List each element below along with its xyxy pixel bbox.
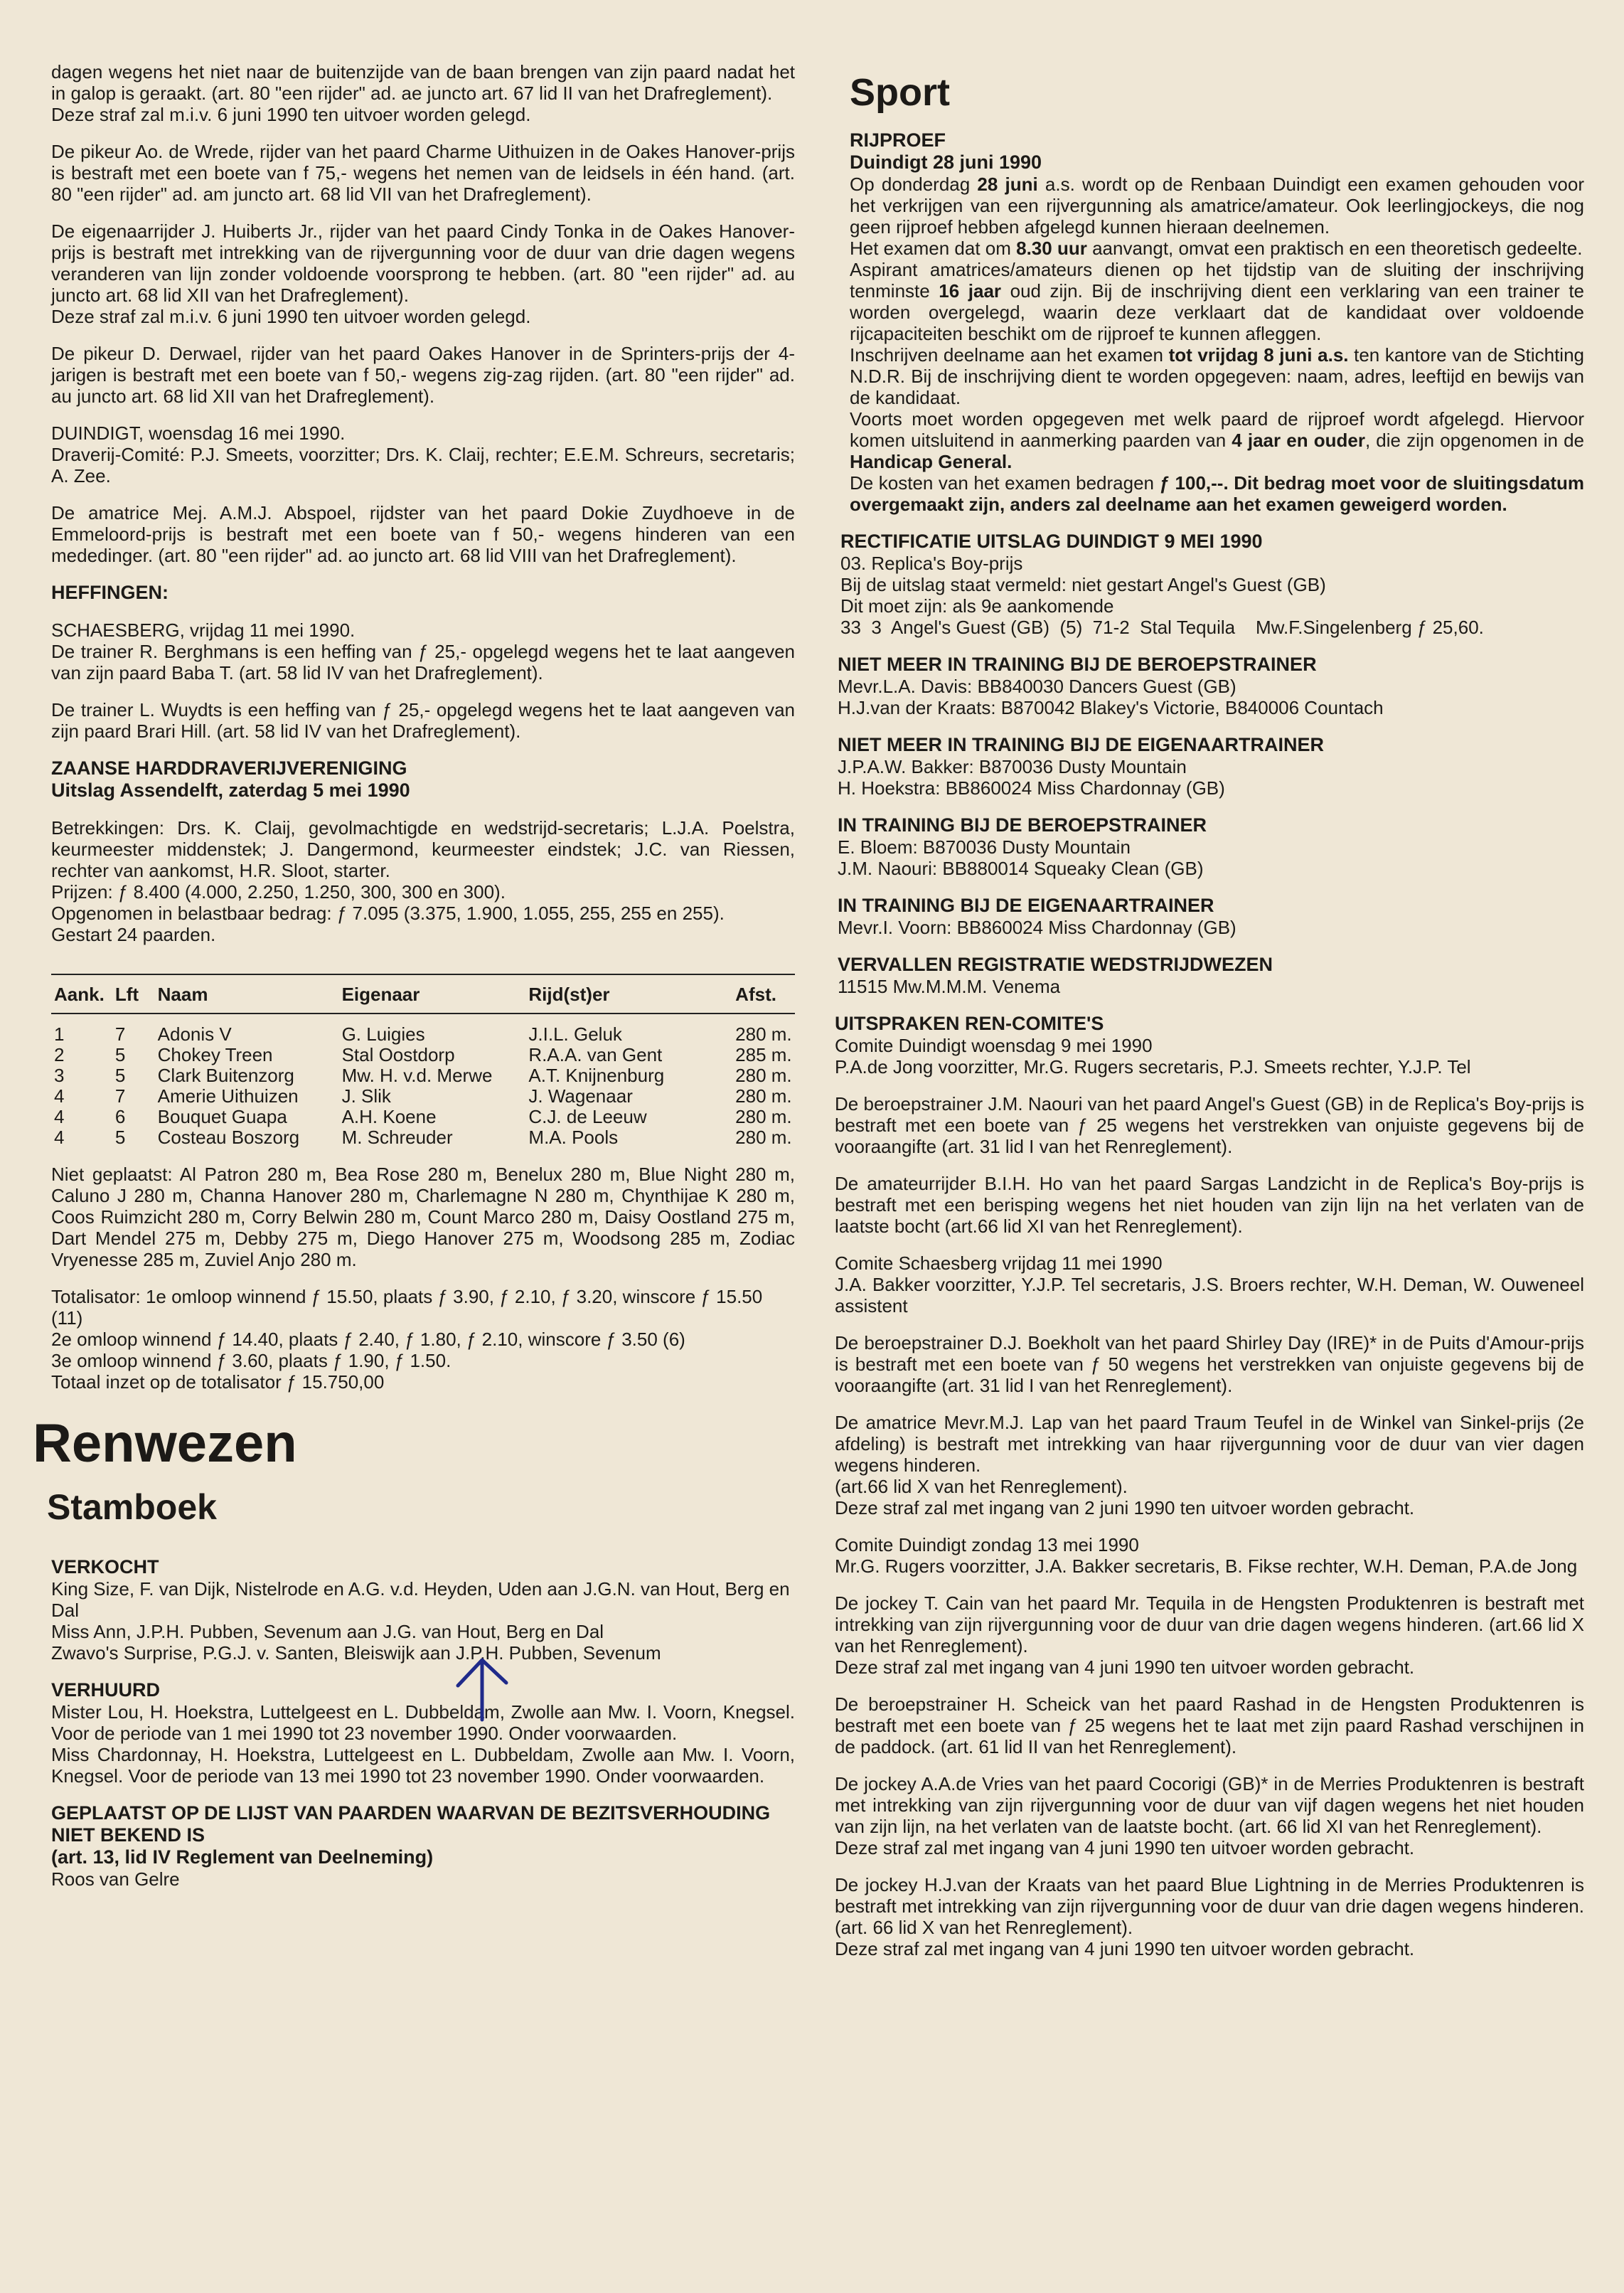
table-row — [51, 1127, 795, 1148]
table-cell: 280 m. — [735, 1106, 792, 1127]
text-run: ten kantore van de Stichting N.D.R. Bij de inschrijving dient te worden opgegeven: naam, adres, leeftijd en bewijs van de kandidaat. — [850, 344, 1585, 408]
section-heading: RECTIFICATIE UITSLAG DUINDIGT 9 MEI 1990 — [840, 531, 1263, 552]
body-paragraph: De jockey T. Cain van het paard Mr. Tequila in de Hengsten Produktenren is bestraft met intrekking van zijn rijvergunning voor de duur van drie dagen wegens hinderen. (art.66 lid X van het Renreglement). Deze straf zal met ingang van 4 juni 1990 ten uitvoer worden gebracht. — [835, 1592, 1584, 1678]
list-item: J.P.A.W. Bakker: B870036 Dusty Mountain — [838, 756, 1187, 777]
text-run: aanvangt, omvat een praktisch en een theoretisch gedeelte. — [1086, 238, 1583, 259]
body-paragraph: Prijzen: ƒ 8.400 (4.000, 2.250, 1.250, 300, 300 en 300). — [51, 881, 506, 903]
table-cell: 285 m. — [735, 1044, 792, 1065]
section-subheading: Duindigt 28 juni 1990 — [850, 151, 1042, 173]
text-run: Op donderdag — [850, 174, 978, 195]
table-cell: 280 m. — [735, 1065, 792, 1086]
body-paragraph: De eigenaarrijder J. Huiberts Jr., rijder van het paard Cindy Tonka in de Oakes Hanover-prijs is bestraft met intrekking van de rijvergunning voor de duur van drie dagen wegens veranderen van lijn zonder voldoende voorsprong te hebben. (art. 80 "een rijder" ad. au juncto art. 68 lid XII van het Drafreglement). — [51, 220, 795, 306]
section-heading: UITSPRAKEN REN-COMITE'S — [835, 1013, 1104, 1034]
text-run-bold: tot vrijdag 8 juni a.s. — [1168, 344, 1349, 366]
body-paragraph: Draverij-Comité: P.J. Smeets, voorzitter; Drs. K. Claij, rechter; E.E.M. Schreurs, secretaris; A. Zee. — [51, 444, 795, 486]
rijproef-block — [832, 129, 1584, 515]
text-run: , die zijn opgenomen in de — [1364, 430, 1584, 451]
section-heading: NIET MEER IN TRAINING BIJ DE EIGENAARTRAINER — [838, 734, 1325, 755]
body-paragraph: De amatrice Mej. A.M.J. Abspoel, rijdster van het paard Dokie Zuydhoeve in de Emmeloord-prijs is bestraft met een boete van f 50,- wegens hinderen van een mededinger. (art. 80 "een rijder" ad. ao juncto art. 68 lid VIII van het Drafreglement). — [51, 502, 795, 566]
handwritten-arrow-icon — [452, 1654, 512, 1723]
list-item: J.M. Naouri: BB880014 Squeaky Clean (GB) — [838, 858, 1204, 879]
text-run: Voorts moet worden opgegeven met welk paard de rijproef wordt afgelegd. Hiervoor komen uitsluitend in aanmerking paarden van — [850, 408, 1584, 451]
list-item: King Size, F. van Dijk, Nistelrode en A.G. v.d. Heyden, Uden aan J.G.N. van Hout, Berg en Dal — [51, 1578, 790, 1621]
table-cell: Mw. H. v.d. Merwe — [341, 1065, 493, 1086]
list-item: Mevr.I. Voorn: BB860024 Miss Chardonnay (GB) — [838, 917, 1236, 938]
table-cell: J. Wagenaar — [528, 1085, 633, 1107]
list-item: Mister Lou, H. Hoekstra, Luttelgeest en L. Dubbeldam, Zwolle aan Mw. I. Voorn, Knegsel. Voor de periode van 1 mei 1990 tot 23 november 1990. Onder voorwaarden. — [51, 1701, 795, 1744]
list-item: H.J.van der Kraats: B870042 Blakey's Victorie, B840006 Countach — [838, 697, 1384, 718]
body-paragraph: De beroepstrainer J.M. Naouri van het paard Angel's Guest (GB) in de Replica's Boy-prijs is bestraft met een boete van ƒ 25 wegens het verstrekken van onjuiste gegevens bij de vooraangifte (art. 31 lid I van het Renreglement). — [835, 1093, 1584, 1157]
table-cell: C.J. de Leeuw — [528, 1106, 647, 1127]
section-title-stamboek: Stamboek — [47, 1487, 217, 1527]
list-item: Mevr.L.A. Davis: BB840030 Dancers Guest (GB) — [838, 676, 1236, 697]
section-heading: VERVALLEN REGISTRATIE WEDSTRIJDWEZEN — [838, 954, 1273, 975]
table-cell: Bouquet Guapa — [157, 1106, 287, 1127]
text-run-bold: 8.30 uur — [1016, 238, 1087, 259]
table-cell: 5 — [114, 1065, 126, 1086]
body-paragraph — [850, 344, 1584, 408]
body-paragraph: 3e omloop winnend ƒ 3.60, plaats ƒ 1.90, ƒ 1.50. — [51, 1350, 452, 1371]
table-row — [51, 1045, 795, 1065]
left-column — [33, 61, 795, 1890]
body-paragraph: De trainer R. Berghmans is een heffing van ƒ 25,- opgelegd wegens het te laat aangeven van zijn paard Baba T. (art. 58 lid IV van het Drafreglement). — [51, 641, 795, 683]
body-paragraph: Totalisator: 1e omloop winnend ƒ 15.50, plaats ƒ 3.90, ƒ 2.10, ƒ 3.20, winscore ƒ 15.50 (11) — [51, 1286, 763, 1329]
table-cell: J.I.L. Geluk — [528, 1023, 622, 1045]
column-header: Rijd(st)er — [528, 974, 735, 1014]
body-paragraph: Totaal inzet op de totalisator ƒ 15.750,00 — [51, 1371, 385, 1393]
table-cell: G. Luigies — [341, 1023, 425, 1045]
table-cell: R.A.A. van Gent — [528, 1044, 663, 1065]
table-cell: Adonis V — [157, 1023, 232, 1045]
body-paragraph: 2e omloop winnend ƒ 14.40, plaats ƒ 2.40, ƒ 1.80, ƒ 2.10, winscore ƒ 3.50 (6) — [51, 1329, 685, 1350]
section-title-sport: Sport — [850, 71, 950, 114]
text-run: a.s. wordt op de Renbaan Duindigt een examen gehouden voor het verkrijgen van een rijvergunning als amatrice/amateur. Ook leerlingjockeys, die nog geen rijproef hebben afgelegd kunnen hieraan deelnemen. — [850, 174, 1584, 238]
section-heading: GEPLAATST OP DE LIJST VAN PAARDEN WAARVAN DE BEZITSVERHOUDING NIET BEKEND IS — [51, 1802, 771, 1846]
body-paragraph: Comite Duindigt zondag 13 mei 1990 Mr.G. Rugers voorzitter, J.A. Bakker secretaris, B. Fikse rechter, W.H. Deman, P.A.de Jong — [835, 1534, 1578, 1577]
text-run-bold: 4 jaar en ouder — [1232, 430, 1365, 451]
table-cell: M.A. Pools — [528, 1127, 619, 1148]
body-paragraph: Deze straf zal m.i.v. 6 juni 1990 ten uitvoer worden gelegd. — [51, 104, 531, 125]
body-line: 03. Replica's Boy-prijs — [840, 553, 1023, 574]
list-item: Miss Ann, J.P.H. Pubben, Sevenum aan J.G. van Hout, Berg en Dal — [51, 1621, 604, 1642]
table-cell: Clark Buitenzorg — [157, 1065, 294, 1086]
section-heading: HEFFINGEN: — [51, 582, 169, 603]
table-cell: Chokey Treen — [157, 1044, 273, 1065]
rectificatie-block — [832, 531, 1584, 638]
table-cell: A.T. Knijnenburg — [528, 1065, 665, 1086]
table-cell: A.H. Koene — [341, 1106, 437, 1127]
section-heading: IN TRAINING BIJ DE EIGENAARTRAINER — [838, 895, 1214, 916]
body-paragraph — [850, 238, 1584, 259]
section-subheading: (art. 13, lid IV Reglement van Deelneming) — [51, 1846, 434, 1868]
text-run-bold: 16 jaar — [939, 280, 1002, 302]
table-cell: 6 — [114, 1106, 126, 1127]
body-line: 33 3 Angel's Guest (GB) (5) 71-2 Stal Tequila Mw.F.Singelenberg ƒ 25,60. — [840, 617, 1484, 638]
table-cell: J. Slik — [341, 1085, 391, 1107]
table-cell: 1 — [54, 1023, 65, 1045]
section-heading: VERKOCHT — [51, 1556, 159, 1578]
table-cell: 7 — [114, 1085, 126, 1107]
text-run-bold: ƒ 100,--. Dit bedrag moet voor de sluitingsdatum overgemaakt zijn, anders zal deelname aan het examen geweigerd worden. — [850, 472, 1584, 515]
body-paragraph: De jockey A.A.de Vries van het paard Cocorigi (GB)* in de Merries Produktenren is bestraft met intrekking van zijn rijvergunning voor de duur van vijf dagen wegens het niet houden van zijn lijn, na het verlaten van de laatste bocht. (art. 66 lid XI van het Renreglement). Deze straf zal met ingang van 4 juni 1990 ten uitvoer worden gebracht. — [835, 1773, 1584, 1858]
body-paragraph — [850, 472, 1584, 515]
body-paragraph: De beroepstrainer D.J. Boekholt van het paard Shirley Day (IRE)* in de Puits d'Amour-prijs is bestraft met een boete van ƒ 50 wegens het verstrekken van onjuiste gegevens bij de vooraangifte (art. 31 lid I van het Renreglement). — [835, 1332, 1584, 1396]
body-paragraph: De amatrice Mevr.M.J. Lap van het paard Traum Teufel in de Winkel van Sinkel-prijs (2e afdeling) is bestraft met intrekking van haar rijvergunning voor de duur van vier dagen wegens hinderen. (art.66 lid X van het Renreglement). Deze straf zal met ingang van 2 juni 1990 ten uitvoer worden gebracht. — [835, 1412, 1584, 1518]
body-paragraph — [850, 174, 1584, 238]
body-paragraph: De jockey H.J.van der Kraats van het paard Blue Lightning in de Merries Produktenren is bestraft met intrekking van zijn rijvergunning voor de duur van drie dagen wegens hinderen. (art. 66 lid X van het Renreglement). Deze straf zal met ingang van 4 juni 1990 ten uitvoer worden gebracht. — [835, 1874, 1584, 1959]
table-row — [51, 1014, 795, 1045]
text-run: Het examen dat om — [850, 238, 1017, 259]
column-header: Eigenaar — [342, 974, 529, 1014]
table-cell: M. Schreuder — [341, 1127, 453, 1148]
column-header: Afst. — [735, 974, 795, 1014]
table-cell: Costeau Boszorg — [157, 1127, 300, 1148]
list-item: Miss Chardonnay, H. Hoekstra, Luttelgeest en L. Dubbeldam, Zwolle aan Mw. I. Voorn, Knegsel. Voor de periode van 13 mei 1990 tot 23 november 1990. Onder voorwaarden. — [51, 1744, 795, 1787]
column-header: Lft — [115, 974, 158, 1014]
body-paragraph — [850, 259, 1584, 344]
text-run: Aspirant amatrices/amateurs dienen op het tijdstip van de sluiting der inschrijving tenminste — [850, 259, 1584, 302]
body-paragraph: Niet geplaatst: Al Patron 280 m, Bea Rose 280 m, Benelux 280 m, Blue Night 280 m, Caluno J 280 m, Channa Hanover 280 m, Charlemagne N 280 m, Chynthijae K 280 m, Coos Ruimzicht 280 m, Corry Belwin 280 m, Count Marco 280 m, Daisy Oostland 275 m, Dart Mendel 275 m, Debby 275 m, Diego Hanover 275 m, Woodsong 285 m, Zodiac Vryenesse 285 m, Zuviel Anjo 280 m. — [51, 1164, 795, 1270]
body-paragraph: Opgenomen in belastbaar bedrag: ƒ 7.095 (3.375, 1.900, 1.055, 255, 255 en 255). — [51, 903, 725, 924]
body-paragraph: De pikeur D. Derwael, rijder van het paard Oakes Hanover in de Sprinters-prijs der 4-jarigen is bestraft met een boete van f 50,- wegens zig-zag rijden. (art. 80 "een rijder" ad. au juncto art. 68 lid XII van het Drafreglement). — [51, 343, 795, 407]
section-heading: VERHUURD — [51, 1679, 161, 1701]
text-run-bold: 28 juni — [977, 174, 1038, 195]
body-line: Dit moet zijn: als 9e aankomende — [840, 595, 1114, 617]
text-run-bold: Handicap General. — [850, 451, 1013, 472]
results-table — [51, 974, 795, 1148]
body-paragraph: SCHAESBERG, vrijdag 11 mei 1990. — [51, 619, 356, 641]
body-paragraph: De amateurrijder B.I.H. Ho van het paard Sargas Landzicht in de Replica's Boy-prijs is bestraft met een berisping wegens het niet houden van zijn lijn na het verlaten van de laatste bocht (art.66 lid XI van het Renreglement). — [835, 1173, 1584, 1237]
section-heading: IN TRAINING BIJ DE BEROEPSTRAINER — [838, 814, 1207, 836]
text-run: oud zijn. Bij de inschrijving dient een verklaring van een trainer te worden overgelegd, waarin deze verklaart dat de kandidaat over voldoende rijcapaciteiten beschikt om de rijproef te kunnen afleggen. — [850, 280, 1584, 344]
list-item: E. Bloem: B870036 Dusty Mountain — [838, 836, 1131, 858]
list-item: H. Hoekstra: BB860024 Miss Chardonnay (GB) — [838, 777, 1225, 799]
table-cell: 280 m. — [735, 1023, 792, 1045]
body-line: Bij de uitslag staat vermeld: niet gestart Angel's Guest (GB) — [840, 574, 1326, 595]
section-heading: ZAANSE HARDDRAVERIJVERENIGING — [51, 757, 407, 779]
table-cell: Stal Oostdorp — [341, 1044, 455, 1065]
section-heading: RIJPROEF — [850, 129, 946, 151]
section-title-renwezen: Renwezen — [33, 1413, 297, 1474]
list-item: 11515 Mw.M.M.M. Venema — [838, 976, 1061, 997]
right-column — [832, 71, 1584, 1959]
table-cell: 4 — [54, 1106, 65, 1127]
body-paragraph: Comite Duindigt woensdag 9 mei 1990 P.A.de Jong voorzitter, Mr.G. Rugers secretaris, P.J. Smeets rechter, Y.J.P. Tel — [835, 1035, 1471, 1078]
section-subheading: Uitslag Assendelft, zaterdag 5 mei 1990 — [51, 780, 410, 801]
table-header-row — [51, 974, 795, 1014]
body-paragraph: De beroepstrainer H. Scheick van het paard Rashad in de Hengsten Produktenren is bestraft met een boete van ƒ 25 wegens het te laat met zijn paard Rashad verschijnen in de paddock. (art. 61 lid II van het Renreglement). — [835, 1693, 1584, 1757]
table-cell: 2 — [54, 1044, 65, 1065]
training-block — [832, 654, 1584, 997]
body-paragraph: dagen wegens het niet naar de buitenzijde van de baan brengen van zijn paard nadat het in galop is geraakt. (art. 80 "een rijder" ad. ae juncto art. 67 lid II van het Drafreglement). — [51, 61, 795, 104]
table-row — [51, 1086, 795, 1107]
table-cell: 7 — [114, 1023, 126, 1045]
text-run: De kosten van het examen bedragen — [850, 472, 1160, 494]
uitspraken-block — [832, 1013, 1584, 1959]
column-header: Aank. — [51, 974, 115, 1014]
table-cell: 4 — [54, 1127, 65, 1148]
body-paragraph — [850, 408, 1584, 472]
section-heading: NIET MEER IN TRAINING BIJ DE BEROEPSTRAINER — [838, 654, 1317, 675]
list-item: Roos van Gelre — [51, 1868, 180, 1890]
table-cell: 5 — [114, 1044, 126, 1065]
table-cell: 280 m. — [735, 1127, 792, 1148]
body-paragraph: De trainer L. Wuydts is een heffing van ƒ 25,- opgelegd wegens het te laat aangeven van zijn paard Brari Hill. (art. 58 lid IV van het Drafreglement). — [51, 699, 795, 742]
table-row — [51, 1107, 795, 1127]
table-cell: 5 — [114, 1127, 126, 1148]
column-header: Naam — [158, 974, 342, 1014]
text-run: Inschrijven deelname aan het examen — [850, 344, 1169, 366]
table-cell: 3 — [54, 1065, 65, 1086]
body-paragraph: Gestart 24 paarden. — [51, 924, 216, 945]
body-paragraph: Comite Schaesberg vrijdag 11 mei 1990 J.A. Bakker voorzitter, Y.J.P. Tel secretaris, J.S. Broers rechter, W.H. Deman, W. Ouweneel assistent — [835, 1252, 1584, 1316]
table-cell: 4 — [54, 1085, 65, 1107]
list-item: Zwavo's Surprise, P.G.J. v. Santen, Bleiswijk aan J.P.H. Pubben, Sevenum — [51, 1642, 661, 1664]
body-paragraph: DUINDIGT, woensdag 16 mei 1990. — [51, 422, 346, 444]
table-cell: 280 m. — [735, 1085, 792, 1107]
table-cell: Amerie Uithuizen — [157, 1085, 299, 1107]
body-paragraph: Deze straf zal m.i.v. 6 juni 1990 ten uitvoer worden gelegd. — [51, 306, 531, 327]
table-row — [51, 1065, 795, 1086]
body-paragraph: De pikeur Ao. de Wrede, rijder van het paard Charme Uithuizen in de Oakes Hanover-prijs is bestraft met een boete van f 75,- wegens het nemen van de leidsels in één hand. (art. 80 "een rijder" ad. am juncto art. 68 lid VII van het Drafreglement). — [51, 141, 795, 205]
body-paragraph: Betrekkingen: Drs. K. Claij, gevolmachtigde en wedstrijd-secretaris; L.J.A. Poelstra, keurmeester middenstek; J. Dangermond, keurmeester eindstek; J.C. van Riessen, rechter van aankomst, H.R. Sloot, starter. — [51, 817, 795, 881]
